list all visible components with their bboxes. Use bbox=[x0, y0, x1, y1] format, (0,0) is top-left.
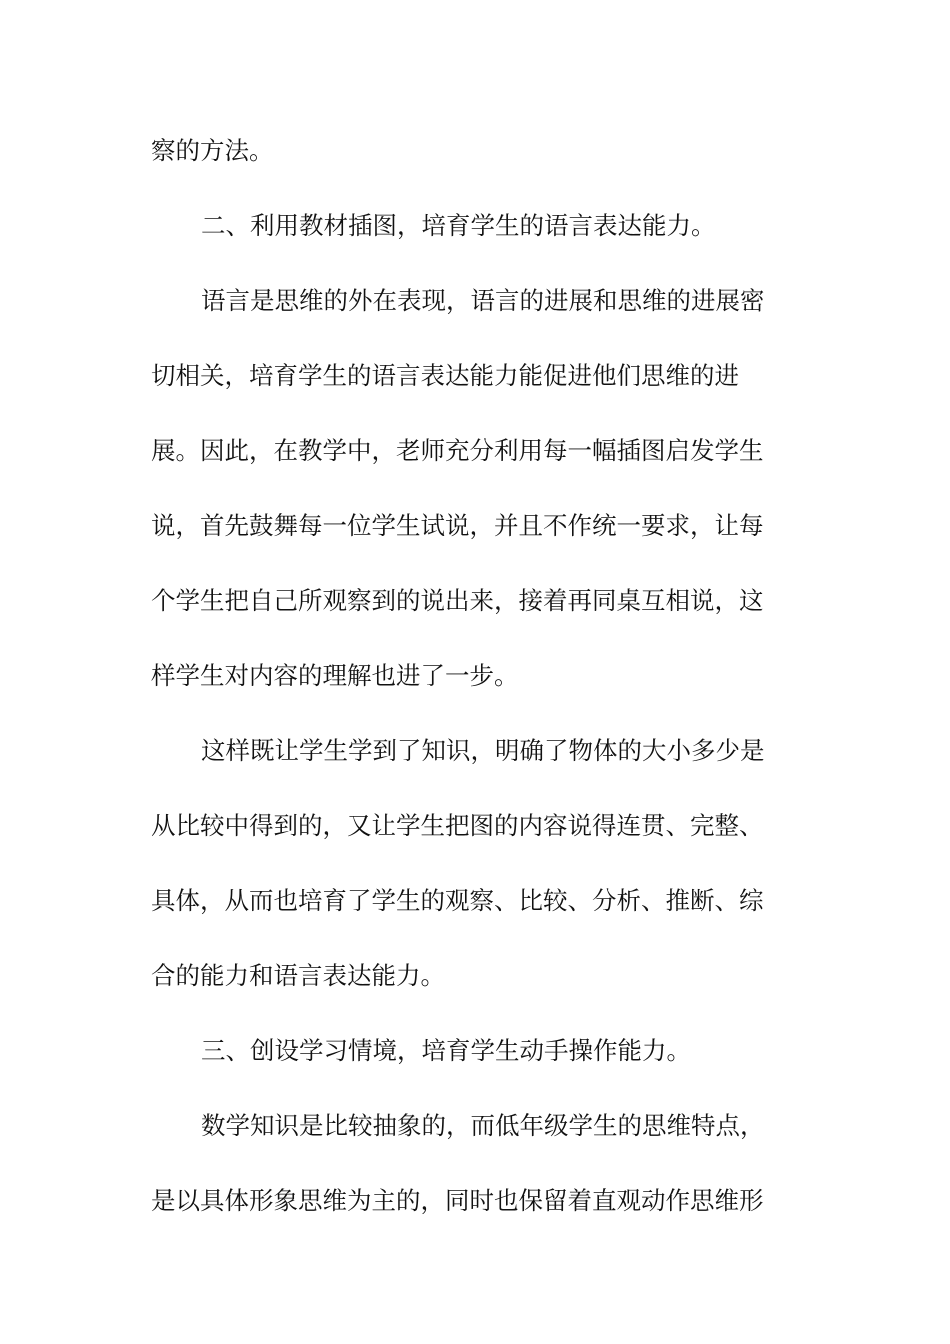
text-line: 样学生对内容的理解也进了一步。 bbox=[151, 661, 519, 690]
text-line: 察的方法。 bbox=[151, 136, 274, 165]
section-heading: 三、创设学习情境，培育学生动手操作能力。 bbox=[201, 1036, 691, 1065]
text-line: 说，首先鼓舞每一位学生试说，并且不作统一要求，让每 bbox=[151, 511, 764, 540]
text-line: 是以具体形象思维为主的，同时也保留着直观动作思维形 bbox=[151, 1186, 764, 1215]
text-line: 具体，从而也培育了学生的观察、比较、分析、推断、综 bbox=[151, 886, 764, 915]
text-line: 数学知识是比较抽象的，而低年级学生的思维特点， bbox=[201, 1111, 765, 1140]
text-line: 从比较中得到的，又让学生把图的内容说得连贯、完整、 bbox=[151, 811, 764, 840]
text-line: 合的能力和语言表达能力。 bbox=[151, 961, 445, 990]
section-heading: 二、利用教材插图，培育学生的语言表达能力。 bbox=[201, 211, 716, 240]
text-line: 这样既让学生学到了知识，明确了物体的大小多少是 bbox=[201, 736, 765, 765]
text-line: 个学生把自己所观察到的说出来，接着再同桌互相说，这 bbox=[151, 586, 764, 615]
text-line: 语言是思维的外在表现，语言的进展和思维的进展密 bbox=[201, 286, 765, 315]
text-line: 展。因此，在教学中，老师充分利用每一幅插图启发学生 bbox=[151, 436, 764, 465]
text-line: 切相关，培育学生的语言表达能力能促进他们思维的进 bbox=[151, 361, 739, 390]
